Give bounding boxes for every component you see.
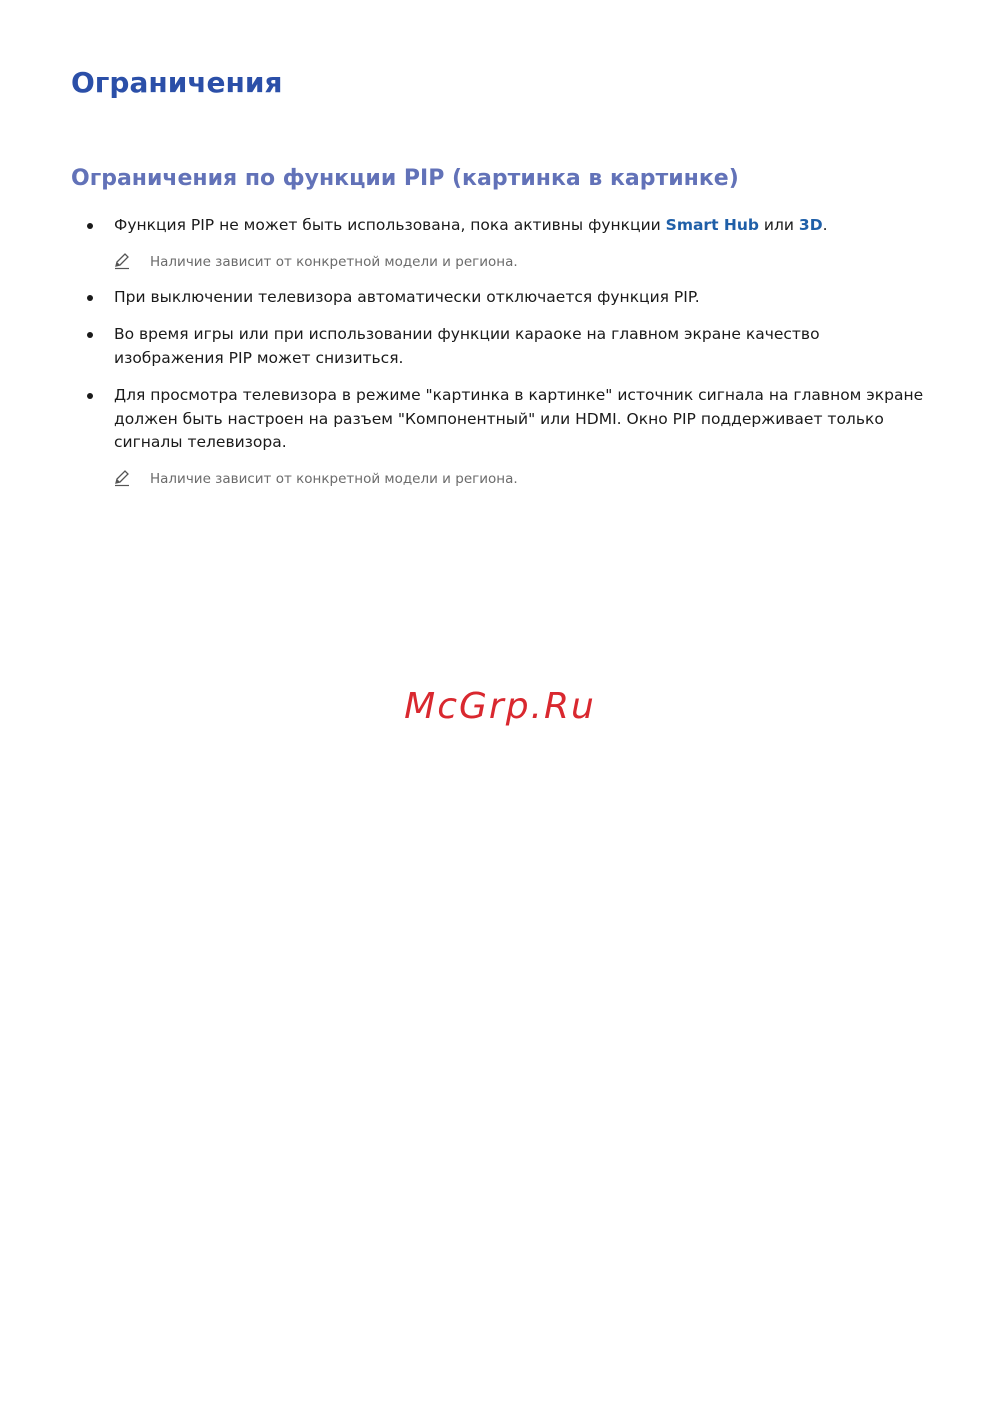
watermark: McGrp.Ru	[404, 686, 596, 727]
note-text: Наличие зависит от конкретной модели и региона.	[150, 470, 518, 487]
bullet-item	[0, 214, 1000, 238]
smart-hub-link[interactable]: Smart Hub	[665, 216, 759, 234]
bullet-item	[0, 286, 1000, 310]
bullet-dot	[87, 393, 93, 399]
list-item	[0, 286, 1000, 310]
bullet-text: При выключении телевизора автоматически отключается функция PIP.	[114, 287, 700, 306]
note	[0, 252, 1000, 272]
bullet-text-end: .	[822, 216, 828, 234]
note	[0, 469, 1000, 489]
bullet-text: Для просмотра телевизора в режиме "картинка в картинке" источник сигнала на главном экране должен быть настроен на разъем "Компонентный" или HDMI. Окно PIP поддерживает только сигналы телевизора.	[114, 386, 924, 451]
bullet-item	[0, 323, 1000, 370]
pencil-icon	[113, 469, 131, 487]
bullet-list	[0, 214, 1000, 503]
pencil-icon	[113, 252, 131, 270]
section-title: Ограничения по функции PIP (картинка в картинке)	[71, 166, 739, 191]
list-item	[0, 214, 1000, 272]
3d-link[interactable]: 3D	[798, 216, 823, 234]
list-item	[0, 384, 1000, 489]
page-title: Ограничения	[71, 66, 283, 99]
bullet-text-middle: или	[758, 216, 799, 234]
bullet-dot	[87, 223, 93, 229]
bullet-dot	[87, 332, 93, 338]
bullet-item	[0, 384, 1000, 455]
list-item	[0, 323, 1000, 370]
bullet-dot	[87, 295, 93, 301]
bullet-text: Во время игры или при использовании функции караоке на главном экране качество изображения PIP может снизиться.	[114, 325, 820, 367]
bullet-text: Функция PIP не может быть использована, пока активны функции	[114, 216, 666, 234]
note-text: Наличие зависит от конкретной модели и региона.	[150, 253, 518, 270]
